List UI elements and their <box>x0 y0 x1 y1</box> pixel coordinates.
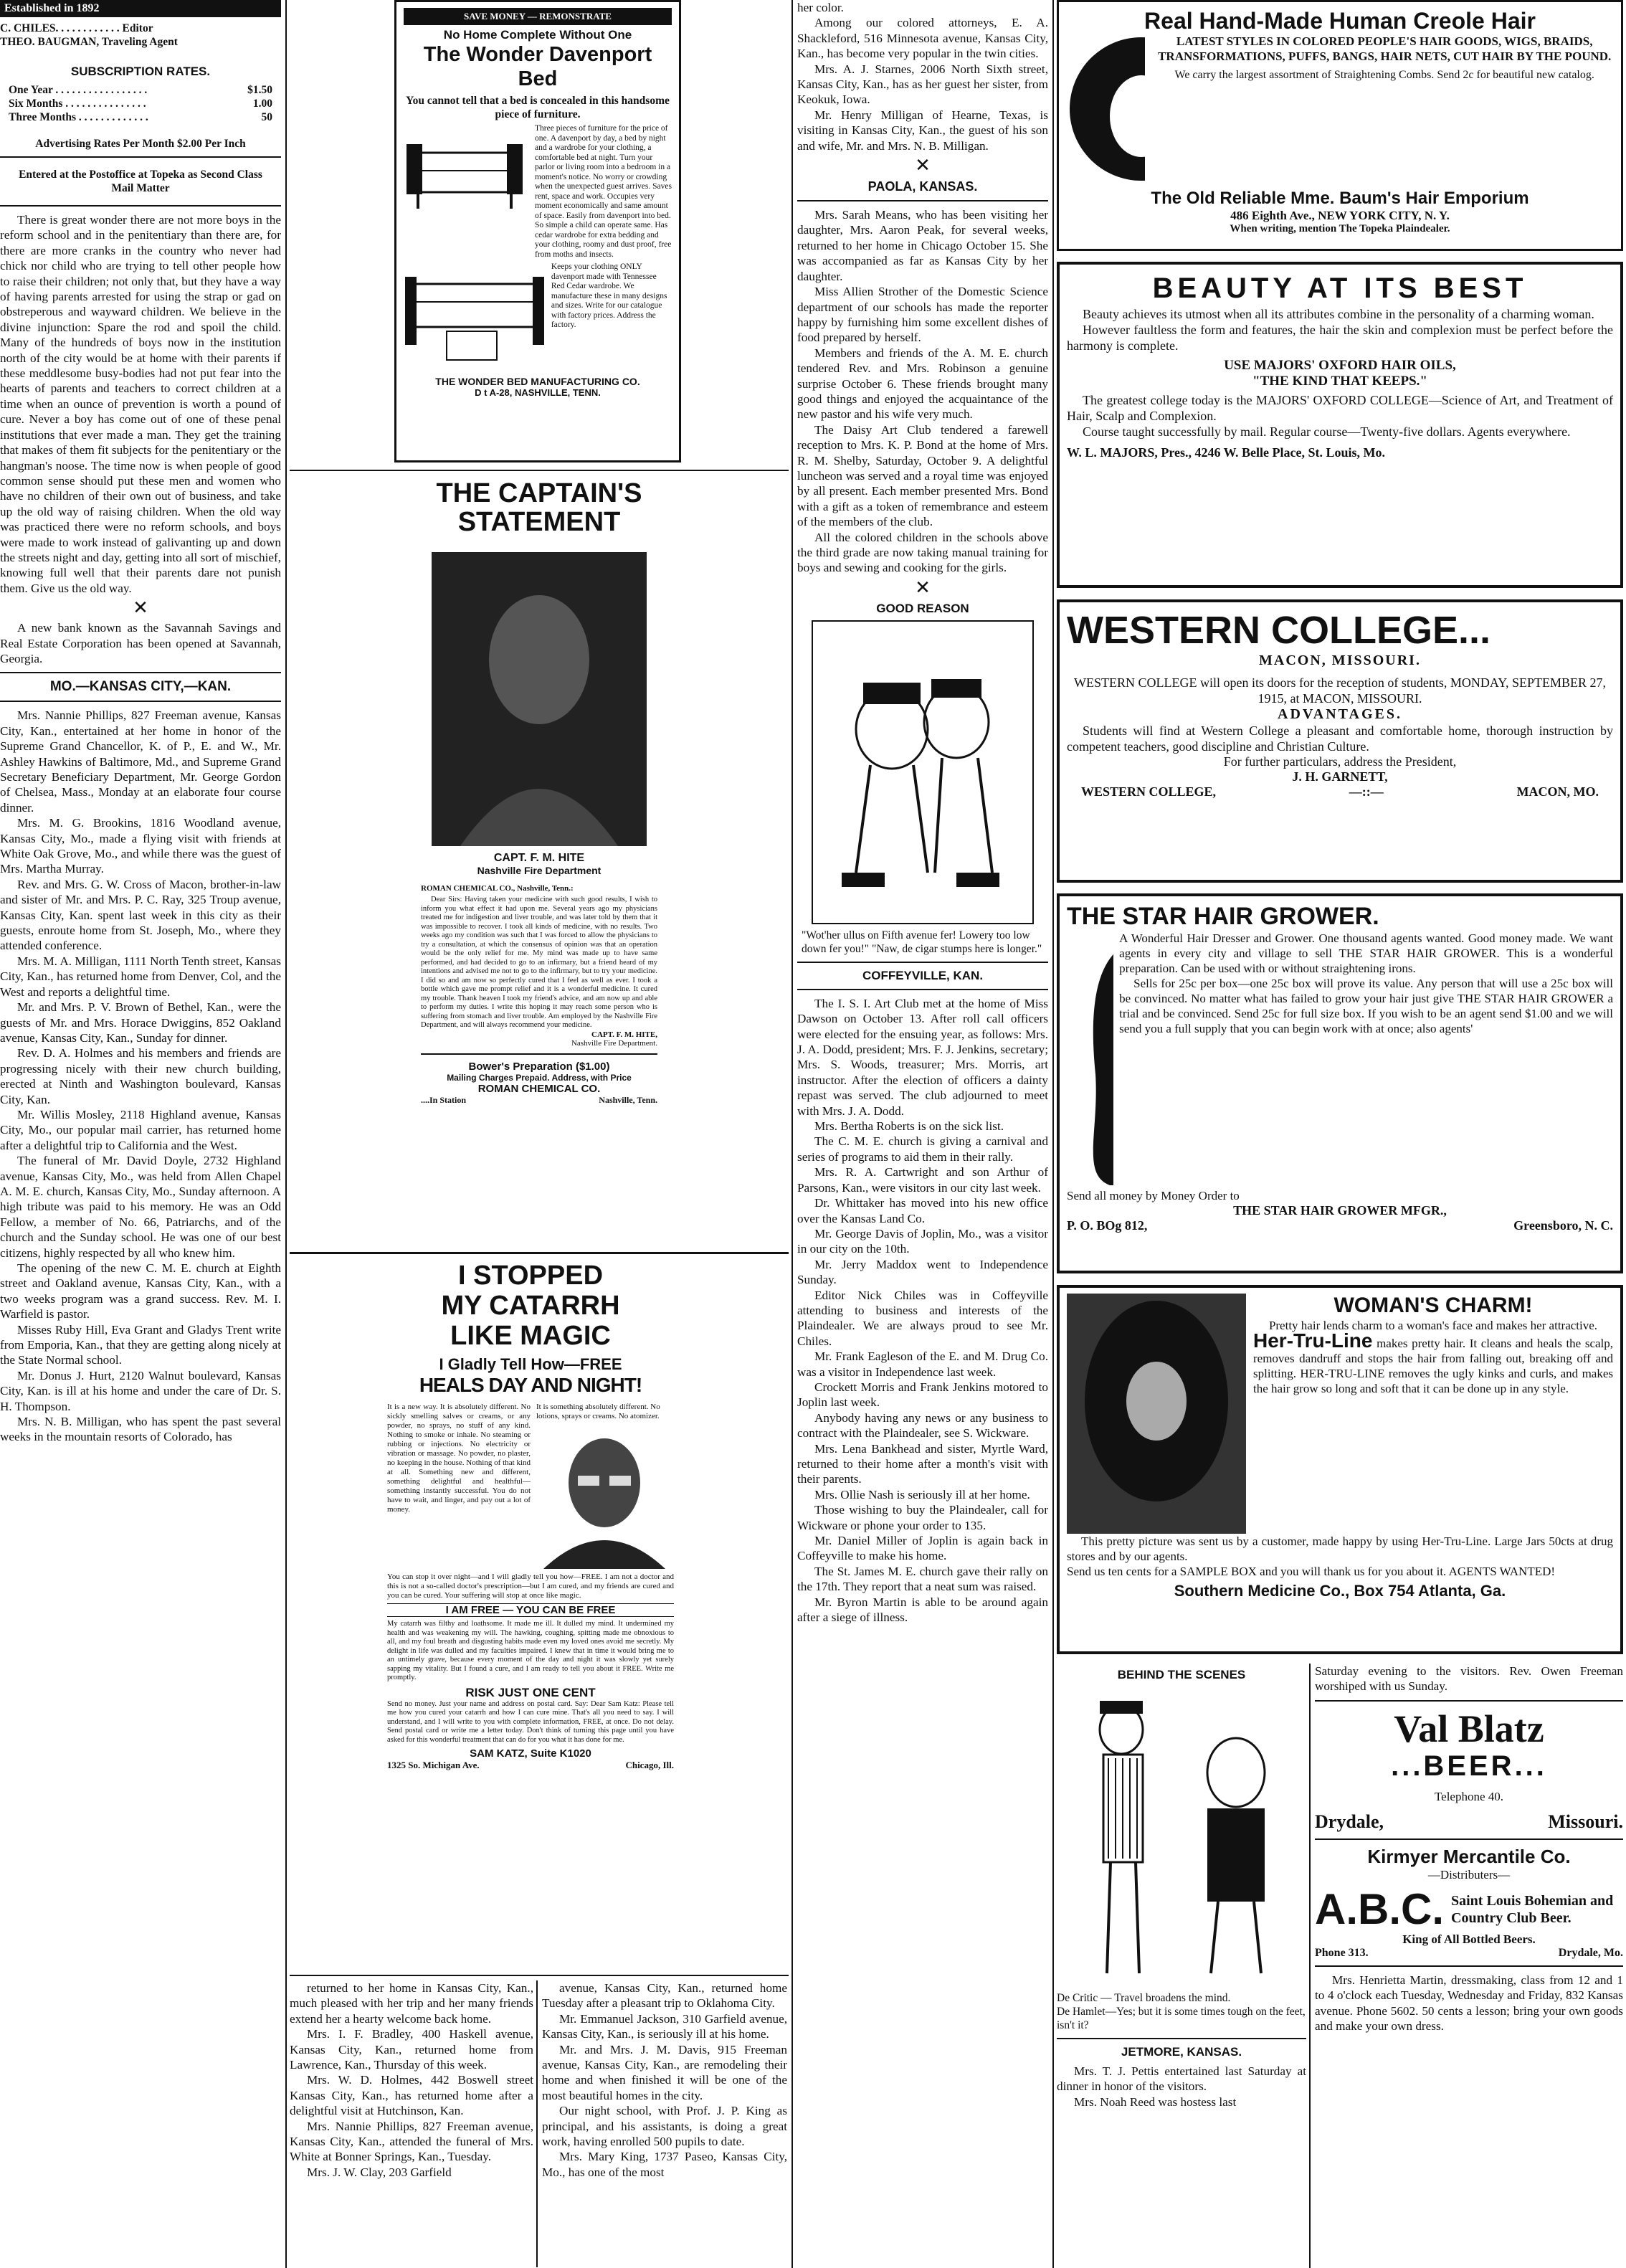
news-item: Mr. and Mrs. J. M. Davis, 915 Freeman avenue, Kansas City, Kan., are remodeling their home and when finished it will be one of the most beautiful homes in the city. <box>542 2042 787 2102</box>
beer-ads <box>1315 1664 1623 2268</box>
paola-heading: PAOLA, KANSAS. <box>867 179 978 194</box>
letter-signature-2: Nashville Fire Department. <box>571 1038 657 1048</box>
creole-address: 486 Eighth Ave., NEW YORK CITY, N. Y. <box>1230 209 1450 222</box>
star-body: A Wonderful Hair Dresser and Grower. One thousand agents wanted. Good money made. We want agents in every city and village to sell THE STAR HAIR GROWER. This is a wonderful preparation. Can be used with or without straightening irons. <box>1119 931 1613 975</box>
star-order: Send all money by Money Order to <box>1067 1189 1240 1202</box>
star-body-2: Sells for 25c per box—one 25c box will prove its value. Any person that will use a 25c box will be convinced. No matter what has failed to grow your hair just give THE STAR HAIR GROWER a trial and be convinced. Send 25c for full size box. If you wish to be an agent send $1.00 and we will send you a full supply that you can begin work with at once; also agents' <box>1119 977 1613 1035</box>
news-item: Mrs. M. G. Brookins, 1816 Woodland avenue, Kansas City, Mo., made a flying visit with friends at White Oak Grove, Mo., and while there was the guest of Mrs. Martha Murray. <box>0 816 281 876</box>
mailing-note: Mailing Charges Prepaid. Address, with Price <box>447 1072 632 1083</box>
telephone: Telephone 40. <box>1434 1789 1504 1803</box>
news-item: Mr. Willis Mosley, 2118 Highland avenue, Kansas City, Mo., our popular mail carrier, has returned home after a delightful trip to California and the West. <box>0 1107 281 1152</box>
scenes-cartoon <box>1057 1686 1301 1988</box>
captain-title: THE CAPTAIN'S <box>436 478 642 508</box>
catarrh-title-3: LIKE MAGIC <box>450 1321 611 1351</box>
news-item: The Daisy Art Club tendered a farewell reception to Mrs. K. P. Bond at the home of Mrs. R. M. Shelby, Saturday, October 9. A delightful luncheon was served and a royal time was enjoyed by all present. Each member presented Mrs. Bond with a gift as a token of remembrance and esteem of the members of the club. <box>797 422 1048 529</box>
star-hair-grower-ad <box>1057 893 1623 1273</box>
news-item: Mrs. Ollie Nash is seriously ill at her home. <box>814 1487 1030 1501</box>
abc-logo: A.B.C. <box>1315 1884 1444 1933</box>
agent-line: THEO. BAUGMAN, Traveling Agent <box>0 36 178 48</box>
distributors-label: —Distributers— <box>1427 1867 1511 1882</box>
king-of-beers: King of All Bottled Beers. <box>1402 1932 1536 1946</box>
news-item: Mrs. R. A. Cartwright and son Arthur of Parsons, Kan., were visitors in our city last week. <box>797 1165 1048 1195</box>
letter-head: ROMAN CHEMICAL CO., Nashville, Tenn.: <box>421 884 574 893</box>
column-3 <box>797 0 1048 2268</box>
sofa-illustration <box>404 124 529 217</box>
western-foot-left: WESTERN COLLEGE, <box>1081 784 1217 799</box>
kansas-city-heading: MO.—KANSAS CITY,—KAN. <box>49 679 232 695</box>
catarrh-free-line: I AM FREE — YOU CAN BE FREE <box>387 1603 674 1617</box>
beauty-p2: However faultless the form and features, the hair the skin and complexion must be perfect before the harmony is complete. <box>1067 323 1613 353</box>
her-tru-line-logo: Her-Tru-Line <box>1253 1329 1373 1352</box>
drydale-mo: Drydale, Mo. <box>1558 1946 1623 1959</box>
captain-caption: CAPT. F. M. HITE <box>493 852 585 864</box>
visitors-text: Saturday evening to the visitors. Rev. Owen Freeman worshiped with us Sunday. <box>1315 1664 1623 1694</box>
good-reason-caption: "Wot'her ullus on Fifth avenue fer! Lowery too low down fer you!" "Naw, de cigar stumps here is longer." <box>802 929 1042 955</box>
scenes-caption-1: De Critic — Travel broadens the mind. <box>1057 1992 1231 2004</box>
news-item: Mr. Byron Martin is able to be around again after a siege of illness. <box>797 1595 1048 1625</box>
davenport-address: D t A-28, NASHVILLE, TENN. <box>475 387 601 398</box>
good-reason-heading: GOOD REASON <box>876 601 969 615</box>
separator-ornament: ✕ <box>133 597 148 619</box>
catarrh-body-right: It is something absolutely different. No lotions, sprays or creams. No atomizer. <box>536 1403 660 1420</box>
catarrh-title-2: MY CATARRH <box>441 1291 620 1321</box>
good-reason-cartoon <box>812 620 1034 924</box>
sam-katz-portrait <box>536 1425 672 1569</box>
column-rule <box>1052 0 1054 2268</box>
news-item: Dr. Whittaker has moved into his new office over the Kansas Land Co. <box>797 1196 1048 1225</box>
davenport-tagline: No Home Complete Without One <box>443 28 632 42</box>
beauty-p1: Beauty achieves its utmost when all its attributes combine in the personality of a charming woman. <box>1083 307 1594 321</box>
subscription-title: SUBSCRIPTION RATES. <box>70 65 211 78</box>
catarrh-name: SAM KATZ, Suite K1020 <box>470 1747 591 1760</box>
news-item: Mr. Donus J. Hurt, 2120 Walnut boulevard, Kansas City, Kan. is ill at his home and under the care of Dr. S. H. Thompson. <box>0 1368 281 1413</box>
news-item: Mrs. Nannie Phillips, 827 Freeman avenue, Kansas City, Kan., attended the funeral of Mrs. White at Bonner Springs, Kan., Tuesday. <box>290 2119 533 2164</box>
news-item: Rev. D. A. Holmes and his members and friends are progressing nicely with their new church building, erected at Ninth and Washington boulevard, Kansas City, Kan. <box>0 1046 281 1106</box>
news-item: Mrs. A. J. Starnes, 2006 North Sixth street, Kansas City, Kan., has as her guest her sister, from Keokuk, Iowa. <box>797 62 1048 107</box>
news-item: returned to her home in Kansas City, Kan., much pleased with her trip and her many friends extend her a hearty welcome back home. <box>290 1981 533 2026</box>
news-item: Members and friends of the A. M. E. church tendered Rev. and Mrs. Robinson a genuine surprise October 6. These friends brought many good things and enjoyed the acquaintance of the new pastor and his wife very much. <box>797 346 1048 422</box>
martin-dressmaking: Mrs. Henrietta Martin, dressmaking, class from 12 and 1 to 4 o'clock each Tuesday, Wednesday and Friday, 832 Kansas avenue. Phone 5602. 50 cents a lesson; bring your own goods and make your own dress. <box>1315 1973 1623 2034</box>
news-item: Miss Allien Strother of the Domestic Science department of our schools has made the reporter happy by furnishing him some excellent dishes of food prepared by herself. <box>797 285 1048 345</box>
news-item: Crockett Morris and Frank Jenkins motored to Joplin last week. <box>797 1380 1048 1410</box>
western-advantages: ADVANTAGES. <box>1278 706 1402 722</box>
phone-number: Phone 313. <box>1315 1946 1369 1959</box>
davenport-ad <box>394 0 681 462</box>
womans-charm-ad <box>1057 1285 1623 1654</box>
charm-title: WOMAN'S CHARM! <box>1333 1294 1533 1317</box>
hair-woman-illustration <box>1066 34 1145 184</box>
catarrh-city: Chicago, Ill. <box>625 1760 674 1770</box>
news-item: Mrs. J. W. Clay, 203 Garfield <box>307 2165 452 2179</box>
catarrh-ad <box>387 1261 674 1969</box>
catarrh-title-1: I STOPPED <box>457 1261 604 1291</box>
creole-mention: When writing, mention The Topeka Plaindealer. <box>1230 223 1450 234</box>
behind-the-scenes <box>1057 1664 1306 2268</box>
western-foot-mid: —::— <box>1349 784 1384 799</box>
western-foot-right: MACON, MO. <box>1516 784 1599 799</box>
charm-p2: This pretty picture was sent us by a customer, made happy by using Her-Tru-Line. Large Jars 50cts at drug stores and by our agents. <box>1067 1534 1613 1563</box>
editorial-paragraph: There is great wonder there are not more boys in the reform school and in the penitentiary than there are, for there are more cranks in the country who never had chick nor child who are trying to tell other people how to raise their children; not only that, but they have a way of having parents arrested for using the strap or gad on obstreperous and wayward children. We believe in the divine injunction: Spare the rod and spoil the child. Many of the hundreds of boys now in the institution north of the city would be at home with their parents if these meddlesome busy-bodies had not put fear into the hearts of parents and teachers to correct children at a time when an ounce of prevention is worth a pound of cure. Never a boy has come out of one of these penal institutions that ever made a man. They get the training that makes of them fit subjects for the penitentiary or the hangman's noose. The time now is when people of good common sense should put these men and women who have no children of their own out of business, and take up the old way of raising children. When the old way was practiced there were no reform schools, and boys were made to work instead of galivanting up and down the streets night and day, getting into all sort of mischief, knowing full well that their parents dare not punish them. Give us the old way. <box>0 213 281 595</box>
catarrh-heals: HEALS DAY AND NIGHT! <box>419 1374 642 1396</box>
western-college-ad <box>1057 599 1623 883</box>
abc-text: Saint Louis Bohemian and Country Club Beer. <box>1451 1892 1614 1926</box>
davenport-banner: SAVE MONEY — REMONSTRATE <box>404 8 672 25</box>
beauty-p4: Course taught successfully by mail. Regular course—Twenty-five dollars. Agents everywhere. <box>1083 424 1571 439</box>
star-title: THE STAR HAIR GROWER. <box>1067 903 1379 930</box>
western-location: MACON, MISSOURI. <box>1259 653 1421 668</box>
news-item: Rev. and Mrs. G. W. Cross of Macon, brother-in-law and sister of Mr. and Mrs. P. C. Ray, 325 Troup avenue, Kansas City, Kan. spent last week in this city as their guests, enroute home from St. Joseph, Mo., where they attended conference. <box>0 877 281 953</box>
news-item: Mrs. M. A. Milligan, 1111 North Tenth street, Kansas City, Kan., has returned home from Denver, Col, and the West and reports a delightful time. <box>0 954 281 999</box>
bottom-col-left <box>290 1980 533 2267</box>
news-item: Anybody having any news or any business to contract with the Plaindealer, see S. Wickware. <box>797 1410 1048 1441</box>
news-item: Those wishing to buy the Plaindealer, call for Wickware or phone your order to 135. <box>797 1503 1048 1532</box>
separator-ornament: ✕ <box>915 155 931 176</box>
beauty-p3: The greatest college today is the MAJORS' OXFORD COLLEGE—Science of Art, and Treatment of Hair, Scalp and Complexion. <box>1067 393 1613 423</box>
bottom-col-right <box>542 1980 787 2267</box>
station-left: ....In Station <box>421 1094 467 1105</box>
captain-portrait <box>432 552 647 846</box>
beauty-use: USE MAJORS' OXFORD HAIR OILS, <box>1224 358 1456 373</box>
news-item: Mr. George Davis of Joplin, Mo., was a visitor in our city on the 10th. <box>797 1226 1048 1256</box>
news-item: Misses Ruby Hill, Eva Grant and Gladys Trent write from Emporia, Kan., that they are getting along nicely at the State Normal school. <box>0 1322 281 1367</box>
station-right: Nashville, Tenn. <box>599 1094 657 1105</box>
catarrh-body-more: You can stop it over night—and I will gladly tell you how—FREE. I am not a doctor and this is not a so-called doctor's prescription—but I am cured, and my friends are cured and you can be cured. Your suffering will stop at once like magic. <box>387 1572 674 1600</box>
western-p2: Students will find at Western College a pleasant and comfortable home, thorough instruction by competent teachers, good discipline and Christian Culture. <box>1067 723 1613 754</box>
news-item: Mrs. Bertha Roberts is on the sick list. <box>814 1119 1004 1134</box>
news-item: Mrs. T. J. Pettis entertained last Saturday at dinner in honor of the visitors. <box>1057 2064 1306 2094</box>
news-item: All the colored children in the schools above the third grade are now taking manual training for boys and sewing and cooking for the girls. <box>797 530 1048 575</box>
news-item: Editor Nick Chiles was in Coffeyville attending to business and interests of the Plaindealer. We are always proud to see Mr. Chiles. <box>797 1288 1048 1348</box>
bowers-product: Bower's Preparation ($1.00) <box>468 1060 610 1073</box>
catarrh-risk: RISK JUST ONE CENT <box>465 1685 596 1699</box>
bed-illustration <box>404 262 546 370</box>
column-4 <box>1057 0 1626 2268</box>
charm-intro: Pretty hair lends charm to a woman's face and makes her attractive. <box>1268 1319 1598 1332</box>
scenes-heading: BEHIND THE SCENES <box>1117 1668 1246 1681</box>
baum-emporium: The Old Reliable Mme. Baum's Hair Emporium <box>1151 189 1529 208</box>
news-item: Mrs. Sarah Means, who has been visiting her daughter, Mrs. Aaron Peak, for several weeks, returned to her home in Chicago October 15. She was accompanied as far as Kansas City by her daughter. <box>797 208 1048 283</box>
rate-row: One Year . . . . . . . . . . . . . . . . . $1.50 <box>9 84 272 96</box>
postoffice-entry: Entered at the Postoffice at Topeka as Second Class Mail Matter <box>19 169 262 194</box>
charm-company: Southern Medicine Co., Box 754 Atlanta, Ga. <box>1174 1582 1506 1600</box>
advertising-rates: Advertising Rates Per Month $2.00 Per Inch <box>35 138 246 150</box>
star-city: Greensboro, N. C. <box>1513 1218 1613 1233</box>
creole-body: LATEST STYLES IN COLORED PEOPLE'S HAIR GOODS, WIGS, BRAIDS, TRANSFORMATIONS, PUFFS, BANGS, HAIR NETS, CUT HAIR BY THE POUND. <box>1158 34 1612 63</box>
long-hair-illustration <box>1067 931 1113 1189</box>
star-box: P. O. BOg 812, <box>1067 1218 1148 1233</box>
news-item: Mrs. N. B. Milligan, who has spent the past several weeks in the mountain resorts of Colorado, has <box>0 1415 281 1444</box>
catarrh-subtitle: I Gladly Tell How—FREE <box>439 1355 622 1373</box>
news-item: Mr. and Mrs. P. V. Brown of Bethel, Kan., were the guests of Mr. and Mrs. Horace Dwiggins, 852 Oakland avenue, Kansas City, Kan., Sunday for dinner. <box>0 1000 281 1045</box>
news-item: The funeral of Mr. David Doyle, 2732 Highland avenue, Kansas City, Mo., was held from Allen Chapel A. M. E. church, Kansas City, Mo., Sunday afternoon. A high tribute was paid to his memory. He was an Odd Fellow, a member of No. 66, Patriarchs, and of the church and the Sunday school. He was one of our best citizens, highly respected by all who knew him. <box>0 1154 281 1260</box>
news-item: her color. <box>797 1 844 14</box>
beer-title: ...BEER... <box>1391 1750 1547 1782</box>
separator-ornament: ✕ <box>915 577 931 598</box>
news-item: Mrs. Mary King, 1737 Paseo, Kansas City, Mo., has one of the most <box>542 2150 787 2179</box>
creole-title: Real Hand-Made Human Creole Hair <box>1144 8 1536 34</box>
western-president: J. H. GARNETT, <box>1292 769 1388 784</box>
charm-p3: Send us ten cents for a SAMPLE BOX and you will thank us for you about it. AGENTS WANTED! <box>1067 1565 1556 1578</box>
news-item: Mr. Jerry Maddox went to Independence Sunday. <box>797 1257 1048 1287</box>
captain-letter: Dear Sirs: Having taken your medicine with such good results, I wish to inform you what effect it had upon me. Several years ago my physicians treated me for indigestion and liver trouble, and was later told by them that it was impossible to recover. I took all kinds of medicine, with no results. Two weeks ago my condition was such that I was forced to allow the physicians to try a consultation, at which the consensus of opinion was that an operation would be the only relief for me. My mind was made up to have same performed, and had decided to go to an infirmary, but a friend heard of my intentions and advised me not to go to the infirmary, but to try your medicine. I did so and am now so perfectly cured that I feel as well as ever. I took a bottle which gave me prompt relief and it is a wonderful medicine. It cured my trouble. Thank heaven I took my friend's advice, and am now up and able to perform my duties. I write this hoping it may reach some person who is suffering from stomach and liver trouble. Am employed by the Nashville Fire Department, and will always recommend your medicine. <box>421 896 657 1029</box>
news-item: Among our colored attorneys, E. A. Shackleford, 516 Minnesota avenue, Kansas City, Kan., has become very popular in the twin cities. <box>797 16 1048 61</box>
val-blatz-logo: Val Blatz <box>1394 1707 1544 1750</box>
catarrh-testimony: My catarrh was filthy and loathsome. It made me ill. It dulled my mind. It undermined my health and was weakening my will. The hawking, coughing, spitting made me obnoxious to all, and my foul breath and disgusting habits made even my loved ones avoid me secretly. My delight in life was dulled and my faculties impaired. I knew that in time it would bring me to an untimely grave, because every moment of the day and night it was slowly yet surely sapping my vitality. But I found a cure, and I am ready to tell you about it FREE. Write me promptly. <box>387 1620 674 1681</box>
beauty-sign: W. L. MAJORS, Pres., 4246 W. Belle Place, St. Louis, Mo. <box>1067 445 1386 460</box>
davenport-right-text: Keeps your clothing ONLY davenport made with Tennessee Red Cedar wardrobe. We manufacture these in many designs and sizes. Write for our catalogue with factory prices. Address the factory. <box>551 262 667 329</box>
woman-portrait <box>1067 1294 1246 1534</box>
missouri-state: Missouri. <box>1548 1811 1623 1832</box>
rate-row: Three Months . . . . . . . . . . . . . 50 <box>9 111 272 123</box>
western-title: WESTERN COLLEGE... <box>1067 609 1491 652</box>
news-item: Mr. Daniel Miller of Joplin is again back in Coffeyville to make his home. <box>797 1534 1048 1563</box>
captain-statement-ad <box>290 479 789 1246</box>
column-2-ads <box>290 0 789 1246</box>
beauty-kind: "THE KIND THAT KEEPS." <box>1252 374 1427 389</box>
news-item: Mrs. Noah Reed was hostess last <box>1074 2094 1237 2109</box>
news-item: The opening of the new C. M. E. church at Eighth street and Oakland avenue, Kansas City, Kan., with a two weeks program was a grand success. Rev. M. I. Warfield is pastor. <box>0 1261 281 1322</box>
news-item: Mr. Henry Milligan of Hearne, Texas, is visiting in Kansas City, Kan., the guest of his son and wife, Mr. and Mrs. N. B. Milligan. <box>797 108 1048 153</box>
bank-paragraph: A new bank known as the Savannah Savings and Real Estate Corporation has been opened at Savannah, Georgia. <box>0 621 281 665</box>
rate-row: Six Months . . . . . . . . . . . . . . . 1.00 <box>9 98 272 110</box>
roman-chemical: ROMAN CHEMICAL CO. <box>477 1082 601 1095</box>
column-1 <box>0 0 281 2268</box>
news-item: Mrs. Nannie Phillips, 827 Freeman avenue, Kansas City, Kan., entertained at her home in honor of the Supreme Grand Chancellor, K. of P., E. and W., Mr. Ashley Hawkins of Baltimore, Md., and Supreme Grand Secretary Beneficiary Department, Mr. George Gordon of Chelsea, Mass., Monday at an elaborate four course dinner. <box>0 708 281 815</box>
jetmore-heading: JETMORE, KANSAS. <box>1121 2045 1242 2059</box>
editor-line: C. CHILES. . . . . . . . . . . . Editor <box>0 22 153 34</box>
catarrh-risk-text: Send no money. Just your name and address on postal card. Say: Dear Sam Katz: Please tell me how you cured your catarrh and how I can cure mine. That's all you need to say. I will understand, and I will write to you with complete information, FREE, at once. Do not delay. Send postal card or write me a letter today. Don't think of turning this page until you have asked for this wonderful treatment that can do for you what it has done for me. <box>387 1699 674 1744</box>
western-p1: WESTERN COLLEGE will open its doors for the reception of students, MONDAY, SEPTEMBER 27, 1915, at MACON, MISSOURI. <box>1074 675 1606 706</box>
star-company: THE STAR HAIR GROWER MFGR., <box>1233 1203 1447 1218</box>
drydale-town: Drydale, <box>1315 1811 1384 1832</box>
captain-title-2: STATEMENT <box>457 507 621 537</box>
news-item: Mrs. I. F. Bradley, 400 Haskell avenue, Kansas City, Kan., returned home from Lawrence, Kan., Thursday of this week. <box>290 2027 533 2072</box>
news-item: Mr. Emmanuel Jackson, 310 Garfield avenue, Kansas City, Kan., is seriously ill at his home. <box>542 2011 787 2041</box>
catarrh-address: 1325 So. Michigan Ave. <box>387 1760 480 1770</box>
beauty-ad <box>1057 262 1623 588</box>
column-rule <box>285 0 287 2268</box>
news-item: avenue, Kansas City, Kan., returned home Tuesday after a pleasant trip to Oklahoma City. <box>542 1981 787 2011</box>
letter-signature: CAPT. F. M. HITE, <box>591 1030 657 1039</box>
scenes-caption-2: De Hamlet—Yes; but it is some times tough on the feet, isn't it? <box>1057 2006 1306 2031</box>
news-item: Mrs. W. D. Holmes, 442 Boswell street Kansas City, Kan., has returned home after a delightful visit at Hutchinson, Kan. <box>290 2073 533 2118</box>
kirmyer-company: Kirmyer Mercantile Co. <box>1367 1845 1571 1867</box>
captain-caption-2: Nashville Fire Department <box>477 865 602 876</box>
western-p3: For further particulars, address the President, <box>1223 754 1457 769</box>
davenport-intro: You cannot tell that a bed is concealed in this handsome piece of furniture. <box>406 95 670 120</box>
creole-body-2: We carry the largest assortment of Straightening Combs. Send 2c for beautiful new catalog. <box>1174 69 1594 81</box>
news-item: The I. S. I. Art Club met at the home of Miss Dawson on October 13. After roll call officers were elected for the ensuing year, as follows: Mrs. J. A. Dodd, president; Mrs. F. J. Jenkins, secretary; Mrs. S. Woods, treasurer; Mrs. Morris, art instructor. After the election of officers a dainty repast was served. The club adjourned to meet with Mrs. J. A. Dodd. <box>797 996 1048 1118</box>
news-item: Mrs. Lena Bankhead and sister, Myrtle Ward, returned to their home after a month's visit with their parents. <box>797 1441 1048 1486</box>
news-item: Our night school, with Prof. J. P. King as principal, and his assistants, is doing a great work, having enrolled 500 pupils to date. <box>542 2104 787 2149</box>
davenport-company: THE WONDER BED MANUFACTURING CO. <box>435 376 640 387</box>
charm-product-text: makes pretty hair. It cleans and heals the scalp, removes dandruff and stops the hair from falling out, breaking off and splitting. HER-TRU-LINE removes the ugly kinks and curls, and makes the hair grow so long and soft that it can be done up in any style. <box>1253 1337 1614 1395</box>
column-rule <box>791 0 793 2268</box>
masthead-banner: Established in 1892 <box>0 0 281 17</box>
davenport-title: The Wonder Davenport Bed <box>423 43 652 90</box>
coffeyville-heading: COFFEYVILLE, KAN. <box>862 968 984 982</box>
news-item: Mr. Frank Eagleson of the E. and M. Drug Co. was a visitor in Independence last week. <box>797 1349 1048 1379</box>
catarrh-body-left: It is a new way. It is absolutely different. No sickly smelling salves or creams, or any powder, no sprays, no stuff of any kind. Nothing to smoke or inhale. No steaming or rubbing or injections. No electricity or vibration or massage. No powder, no plaster, no keeping in the house. Nothing of that kind at all. Something new and different, something delightful and healthful—something instantly successful. You do not have to wait, and linger, and pay out a lot of money. <box>387 1403 531 1514</box>
beauty-title: BEAUTY AT ITS BEST <box>1152 272 1528 304</box>
news-item: The C. M. E. church is giving a carnival and series of programs to aid them in their rally. <box>797 1134 1048 1164</box>
davenport-side-text: Three pieces of furniture for the price of one. A davenport by day, a bed by night and a wardrobe for your clothing, a comfortable bed at night. Turn your parlor or living room into a bedroom in a moment's notice. No worry or crowding when the unexpected guest arrives. Saves rent, space and work. Occupies very moment economically and same amount of space. Easily from davenport into bed. So simple a child can operate same. Has cedar wardrobe for extra bedding and your clothing, roomy and dust proof, free from moths and insects. <box>535 124 672 259</box>
news-item: The St. James M. E. church gave their rally on the 17th. They report that a neat sum was raised. <box>797 1564 1048 1594</box>
rates-list <box>0 83 281 124</box>
creole-hair-ad <box>1057 0 1623 251</box>
